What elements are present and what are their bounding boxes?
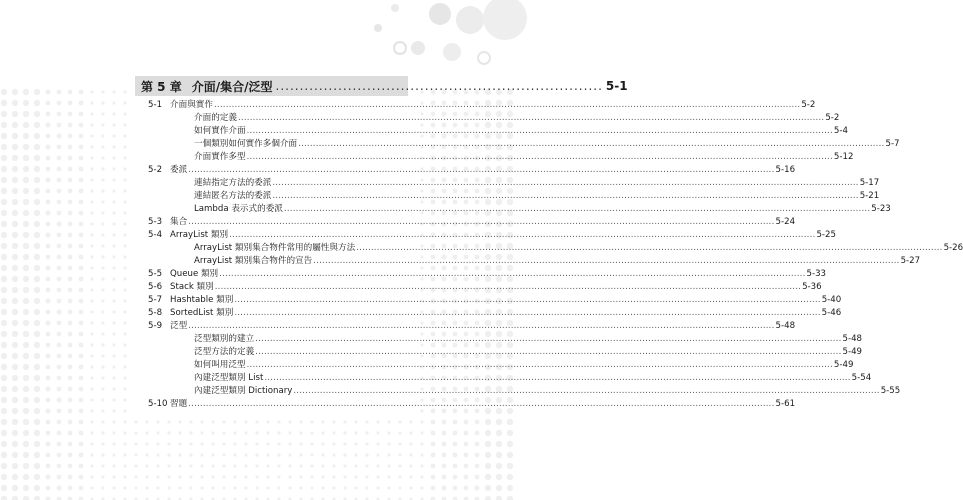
toc-entry-leader-dots: ........................................................................................................................................................................................................ xyxy=(213,100,801,110)
toc-entry-label: ArrayList 類別 xyxy=(170,230,229,240)
toc-entry xyxy=(148,359,854,372)
toc-entry-page: 5-7 xyxy=(885,139,900,149)
toc-entry-label: 連結匿名方法的委派 xyxy=(194,191,272,201)
toc-entry-label: ArrayList 類別集合物件常用的屬性與方法 xyxy=(194,243,356,253)
toc-entry-number: 5-3 xyxy=(148,217,163,227)
toc-entry-page: 5-24 xyxy=(775,217,796,227)
toc-entry-label: 連結指定方法的委派 xyxy=(194,178,272,188)
toc-entry xyxy=(148,112,840,125)
toc-entry-leader-dots: ........................................................................................................................................................................................................ xyxy=(214,282,802,292)
toc-entry-label: 習題 xyxy=(170,399,188,409)
toc-entry xyxy=(148,203,891,216)
toc-entry-number: 5-2 xyxy=(148,165,163,175)
toc-entry-label: 如何叫用泛型 xyxy=(194,360,246,370)
toc-entry-label: 內建泛型類別 Dictionary xyxy=(194,386,293,396)
toc-entry xyxy=(148,320,796,333)
toc-entry-number: 5-5 xyxy=(148,269,163,279)
toc-entry-leader-dots: ........................................................................................................................................................................................................ xyxy=(356,243,943,253)
toc-entry-page: 5-54 xyxy=(851,373,872,383)
toc-entry-page: 5-36 xyxy=(802,282,822,292)
toc-entry-number: 5-8 xyxy=(148,308,163,318)
toc-entry-leader-dots: ........................................................................................................................................................................................................ xyxy=(234,308,821,318)
toc-entry-leader-dots: ........................................................................................................................................................................................................ xyxy=(237,113,825,123)
toc-entry-label: ArrayList 類別集合物件的宣告 xyxy=(194,256,313,266)
toc-entry-number: 5-6 xyxy=(148,282,163,292)
toc-entry xyxy=(148,398,796,411)
toc-entry-leader-dots: ........................................................................................................................................................................................................ xyxy=(246,126,833,136)
toc-entry-leader-dots: ........................................................................................................................................................................................................ xyxy=(229,230,816,240)
toc-entry-number: 5-7 xyxy=(148,295,163,305)
toc-entry xyxy=(148,346,863,359)
toc-entry-label: 介面實作多型 xyxy=(194,152,246,162)
toc-entry-leader-dots: ........................................................................................................................................................................................................ xyxy=(272,191,859,201)
toc-entry-label: Lambda 表示式的委派 xyxy=(194,204,283,214)
toc-entry-leader-dots: ........................................................................................................................................................................................................ xyxy=(264,373,851,383)
toc-entry-label: 委派 xyxy=(170,165,188,175)
toc-entry-label: Hashtable 類別 xyxy=(170,295,234,305)
toc-entry-page: 5-12 xyxy=(833,152,854,162)
toc-entry-leader-dots: ........................................................................................................................................................................................................ xyxy=(293,386,880,396)
toc-entry-page: 5-17 xyxy=(859,178,880,188)
toc-entry-page: 5-25 xyxy=(816,230,836,240)
toc-entry-leader-dots: ........................................................................................................................................................................................................ xyxy=(255,347,842,357)
chapter-number: 第 5 章 xyxy=(141,79,182,94)
toc-entry-page: 5-46 xyxy=(821,308,842,318)
toc-entry-label: 介面與實作 xyxy=(170,100,213,110)
toc-entry xyxy=(148,255,921,268)
toc-entry-leader-dots: ........................................................................................................................................................................................................ xyxy=(246,152,833,162)
toc-entry xyxy=(148,333,863,346)
toc-entry-page: 5-27 xyxy=(900,256,921,266)
toc-entry-number: 5-1 xyxy=(148,100,163,110)
toc-entry-label: 介面的定義 xyxy=(194,113,237,123)
chapter-heading xyxy=(135,76,628,96)
toc-entry-leader-dots: ........................................................................................................................................................................................................ xyxy=(188,165,775,175)
toc-entry-number: 5-4 xyxy=(148,230,163,240)
toc-entry-label: 一個類別如何實作多個介面 xyxy=(194,139,298,149)
toc-entry-label: 集合 xyxy=(170,217,188,227)
toc-entry-page: 5-23 xyxy=(871,204,891,214)
toc-entry-page: 5-33 xyxy=(806,269,827,279)
toc-entry-leader-dots: ........................................................................................................................................................................................................ xyxy=(298,139,885,149)
toc-entry xyxy=(148,164,796,177)
toc-entry xyxy=(148,138,900,151)
toc-entry-page: 5-48 xyxy=(842,334,863,344)
toc-entry-label: Queue 類別 xyxy=(170,269,219,279)
toc-entry-leader-dots: ........................................................................................................................................................................................................ xyxy=(313,256,900,266)
toc-entry-leader-dots: ........................................................................................................................................................................................................ xyxy=(188,217,775,227)
toc-entry xyxy=(148,177,880,190)
toc-entry xyxy=(148,385,901,398)
toc-entry xyxy=(148,268,827,281)
toc-entry-page: 5-61 xyxy=(775,399,796,409)
toc-entry-page: 5-16 xyxy=(775,165,796,175)
toc-entry-number: 5-9 xyxy=(148,321,163,331)
toc-entry-label: 泛型類別的建立 xyxy=(194,334,255,344)
toc-entry-leader-dots: ........................................................................................................................................................................................................ xyxy=(283,204,871,214)
toc-entry xyxy=(148,242,963,255)
toc-entry-number: 5-10 xyxy=(148,399,168,409)
toc-entry-leader-dots: ........................................................................................................................................................................................................ xyxy=(219,269,806,279)
toc-list xyxy=(148,99,963,411)
toc-entry-leader-dots: ........................................................................................................................................................................................................ xyxy=(255,334,842,344)
toc-entry-page: 5-26 xyxy=(943,243,963,253)
toc-entry-label: 泛型方法的定義 xyxy=(194,347,255,357)
toc-entry-leader-dots: ........................................................................................................................................................................................................ xyxy=(234,295,821,305)
toc-entry-leader-dots: ........................................................................................................................................................................................................ xyxy=(272,178,859,188)
toc-entry-page: 5-2 xyxy=(825,113,840,123)
toc-entry-page: 5-49 xyxy=(833,360,854,370)
toc-entry-label: 內建泛型類別 List xyxy=(194,373,264,383)
toc-entry-page: 5-55 xyxy=(880,386,901,396)
toc-entry-label: SortedList 類別 xyxy=(170,308,234,318)
toc-entry-page: 5-48 xyxy=(775,321,796,331)
toc-entry-page: 5-21 xyxy=(859,191,880,201)
toc-entry-leader-dots: ........................................................................................................................................................................................................ xyxy=(188,399,775,409)
toc-entry-label: Stack 類別 xyxy=(170,282,214,292)
toc-entry xyxy=(148,229,836,242)
chapter-title: 介面/集合/泛型 xyxy=(191,79,273,94)
toc-entry xyxy=(148,307,842,320)
toc-entry xyxy=(148,281,822,294)
toc-entry xyxy=(148,216,796,229)
toc-entry-leader-dots: ........................................................................................................................................................................................................ xyxy=(188,321,775,331)
toc-entry-leader-dots: ........................................................................................................................................................................................................ xyxy=(246,360,833,370)
toc-entry xyxy=(148,151,854,164)
toc-entry xyxy=(148,190,880,203)
toc-entry-page: 5-2 xyxy=(801,100,816,110)
toc-entry xyxy=(148,294,842,307)
chapter-page: 5-1 xyxy=(605,79,628,93)
toc-entry-page: 5-40 xyxy=(821,295,842,305)
chapter-leader-dots: .................................................................... xyxy=(275,79,603,93)
toc-entry-label: 泛型 xyxy=(170,321,188,331)
toc-entry-page: 5-4 xyxy=(833,126,848,136)
toc-entry xyxy=(148,125,848,138)
toc-entry xyxy=(148,372,872,385)
toc-entry-label: 如何實作介面 xyxy=(194,126,246,136)
toc-entry xyxy=(148,99,816,112)
toc-entry-page: 5-49 xyxy=(842,347,863,357)
